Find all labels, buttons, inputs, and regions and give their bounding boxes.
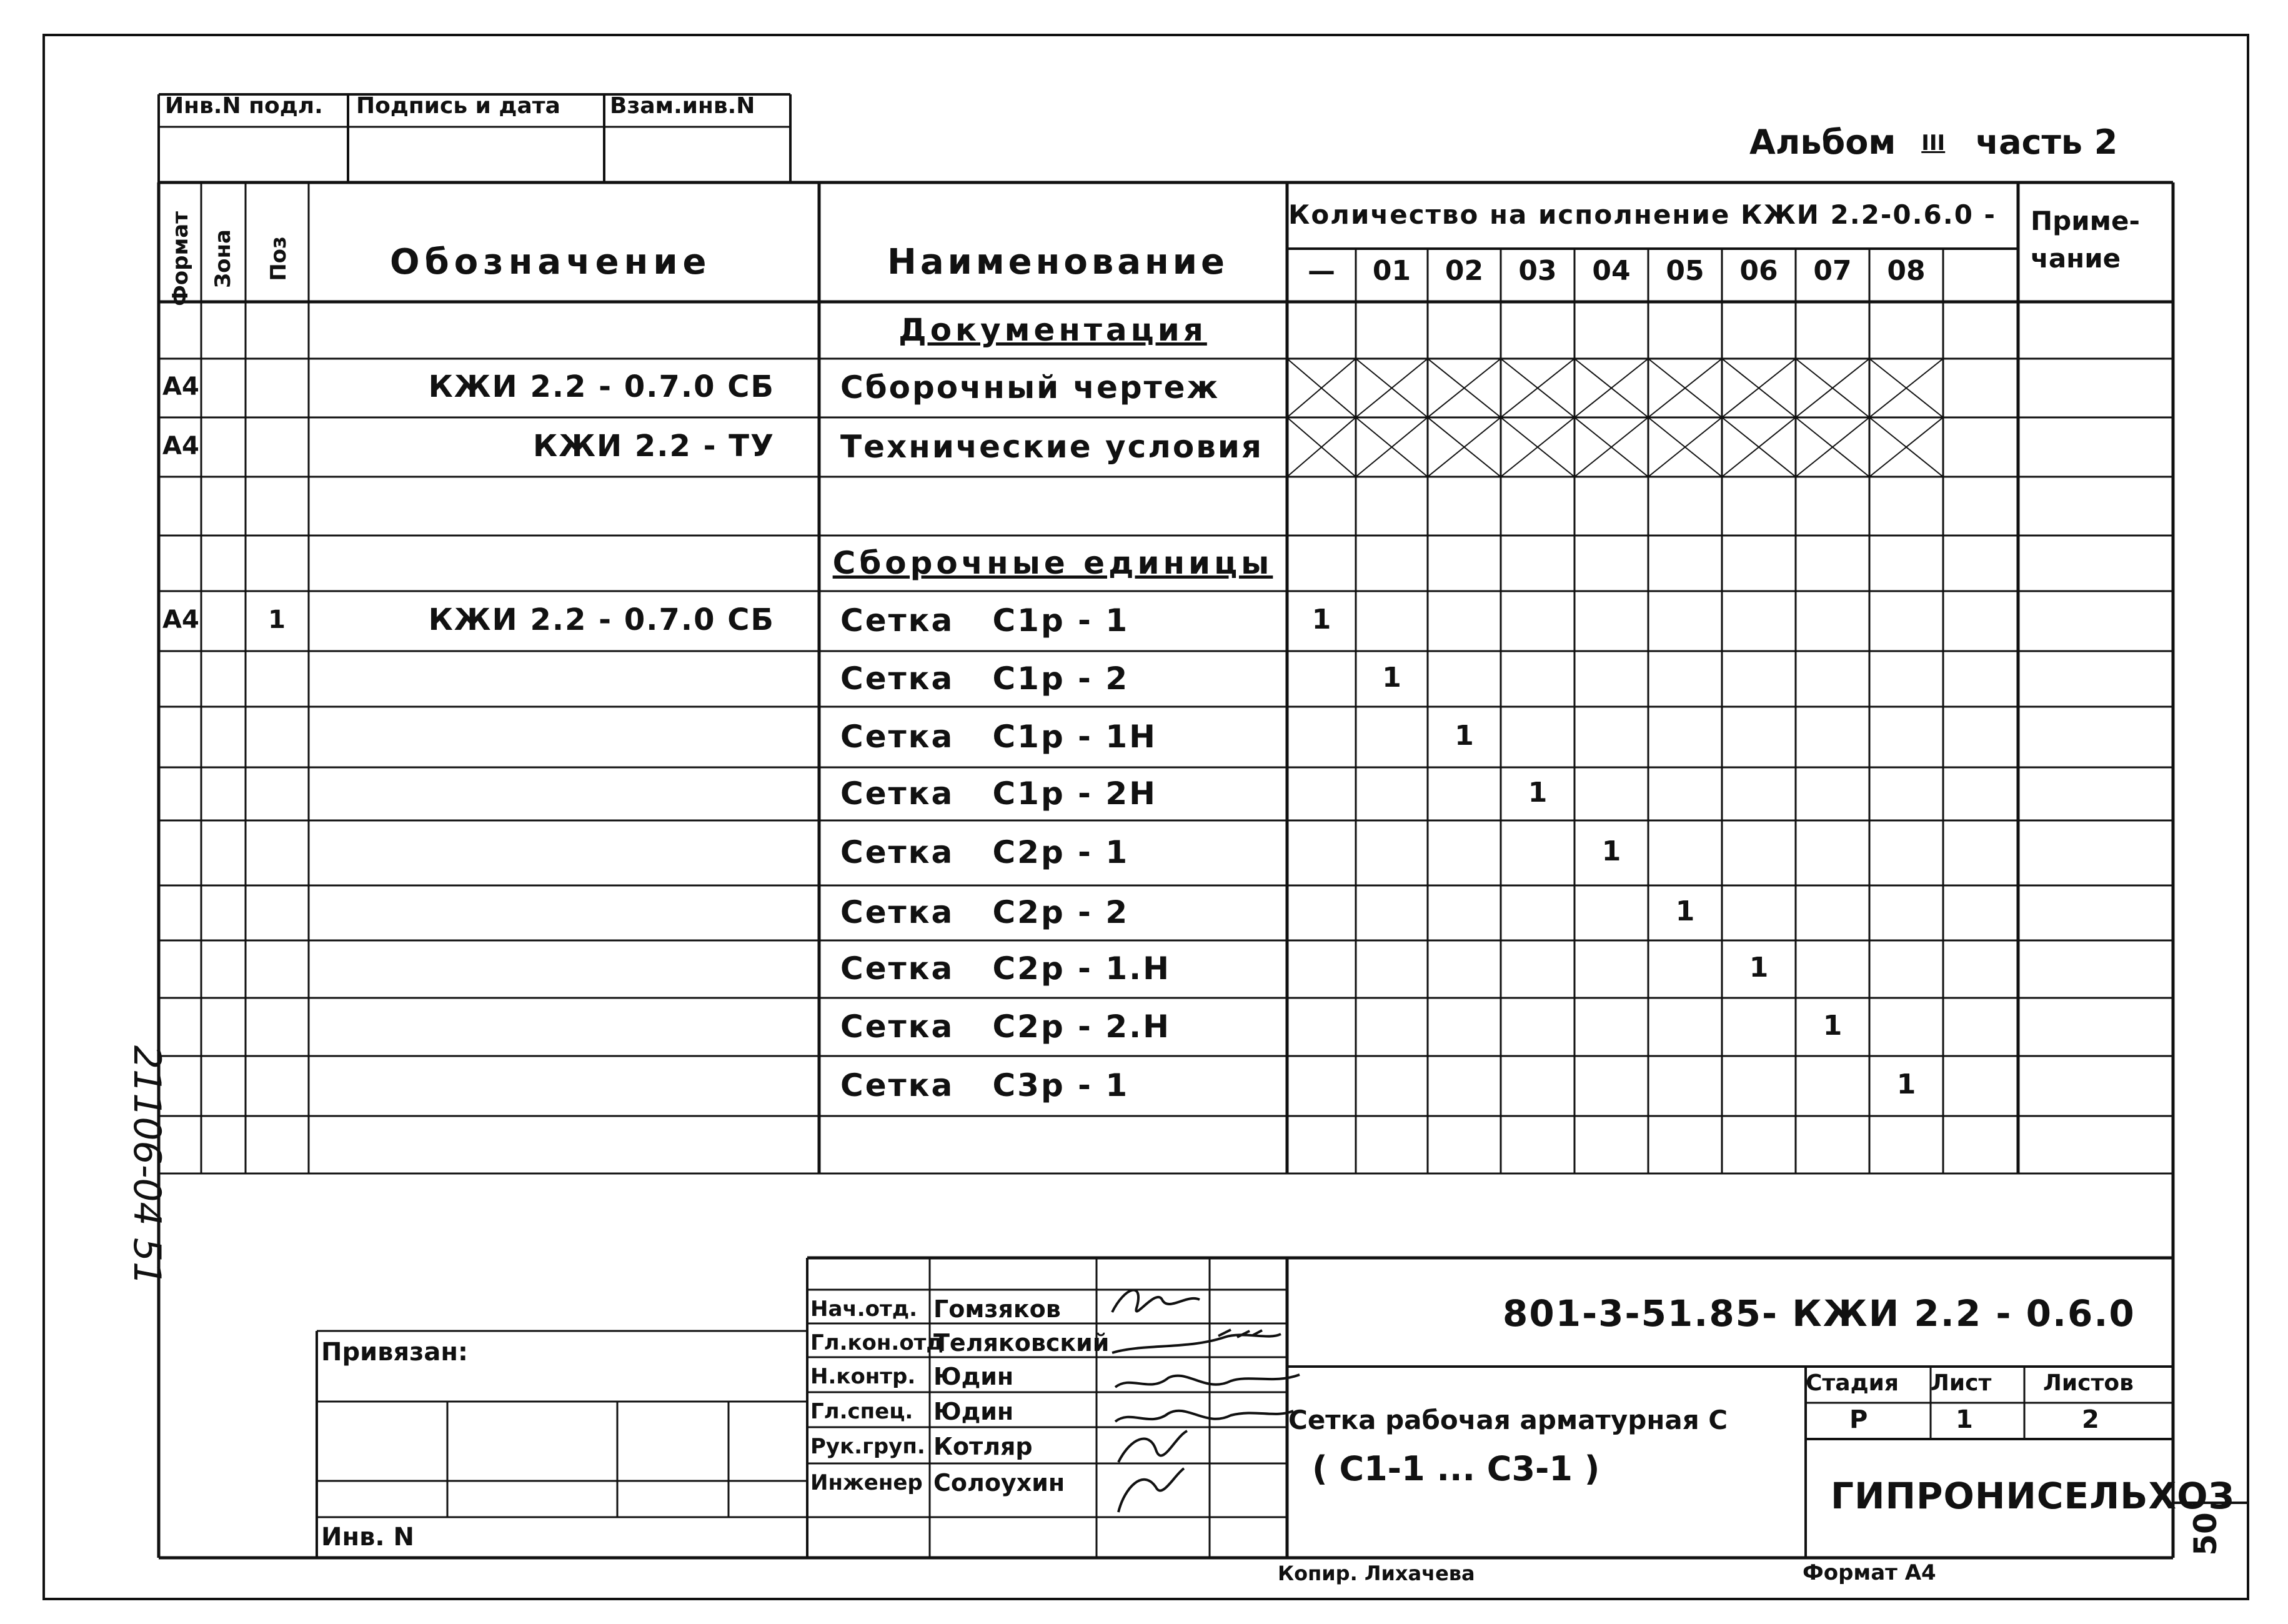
row-designation: КЖИ 2.2 - 0.7.0 СБ [428,602,775,637]
signer-role: Нач.отд. [810,1297,918,1322]
row-designation: КЖИ 2.2 - ТУ [533,428,775,464]
album-word: Альбом [1749,122,1896,162]
corner-stamp-replaced-header: Взам.инв.N [610,93,755,119]
row-name: Технические условия [840,428,1263,465]
row-quantity: 1 [1382,661,1401,694]
row-quantity: 1 [1675,895,1695,927]
page-number: 50 [2187,1512,2224,1556]
signer-name: Юдин [933,1398,1014,1425]
signer-name: Солоухин [933,1469,1065,1497]
signer-name: Гомзяков [933,1295,1061,1323]
variant-header: 08 [1887,255,1926,287]
variant-header: — [1308,255,1335,287]
signer-name: Теляковский [933,1329,1110,1357]
header-pos: Поз [266,236,291,281]
signer-role: Инженер [810,1470,923,1495]
corner-stamp-signature-header: Подпись и дата [356,93,560,119]
album-number: III [1921,131,1946,156]
row-name: Сетка С2р - 2 [840,894,1130,930]
row-name: Сетка С2р - 1 [840,834,1130,870]
variant-header: 04 [1592,255,1631,287]
header-note-line1: Приме- [2031,206,2140,236]
variant-header: 05 [1666,255,1704,287]
row-name: Сетка С1р - 1Н [840,718,1157,755]
stage-value: Р [1849,1405,1868,1434]
side-stamp: 21106-04 51 [125,1045,169,1286]
signer-role: Н.контр. [810,1364,916,1389]
variant-header: 01 [1372,255,1411,287]
sheets-value: 2 [2082,1405,2099,1434]
signer-role: Рук.груп. [810,1434,925,1459]
row-format: А4 [162,605,199,634]
row-name: Сборочный чертеж [840,369,1220,406]
row-name: Сетка С2р - 2.Н [840,1008,1171,1045]
variant-header: 07 [1813,255,1852,287]
row-name: Сетка С3р - 1 [840,1067,1130,1103]
signer-role: Гл.кон.отд [810,1330,943,1355]
row-quantity: 1 [1823,1009,1843,1042]
row-quantity: 1 [1528,776,1548,809]
row-designation: КЖИ 2.2 - 0.7.0 СБ [428,369,775,404]
header-note-line2: чание [2031,243,2121,274]
album-part: часть 2 [1976,122,2118,162]
paper-format: Формат А4 [1803,1560,1936,1585]
stage-label: Стадия [1806,1370,1899,1396]
signer-name: Котляр [933,1433,1033,1460]
sheets-label: Листов [2043,1370,2134,1396]
organization: ГИПРОНИСЕЛЬХОЗ [1831,1475,2235,1517]
header-quantity: Количество на исполнение КЖИ 2.2-0.6.0 - [1288,199,1996,230]
signer-role: Гл.спец. [810,1399,913,1424]
row-name: Сетка С1р - 2 [840,660,1130,697]
row-format: А4 [162,431,199,461]
document-title-line2: ( С1-1 ... С3-1 ) [1312,1449,1600,1488]
header-format: Формат [168,211,193,306]
header-name: Наименование [887,242,1228,282]
row-quantity: 1 [1455,719,1474,752]
section-heading: Сборочные единицы [832,544,1273,581]
row-quantity: 1 [1749,952,1769,984]
row-format: А4 [162,372,199,401]
copied-by: Копир. Лихачева [1278,1562,1475,1585]
sheet-label: Лист [1931,1370,1992,1396]
inv-label: Инв. N [321,1523,415,1552]
document-code: 801-3-51.85- КЖИ 2.2 - 0.6.0 [1503,1292,2136,1335]
section-heading: Документация [898,311,1207,348]
sheet-value: 1 [1956,1405,1973,1434]
variant-header: 06 [1739,255,1778,287]
row-quantity: 1 [1311,604,1331,635]
row-pos: 1 [268,605,286,634]
bound-label: Привязан: [321,1338,468,1367]
row-name: Сетка С1р - 2Н [840,775,1157,812]
header-designation: Обозначение [390,242,712,282]
signer-name: Юдин [933,1363,1014,1390]
document-title-line1: Сетка рабочая арматурная С [1288,1405,1728,1435]
row-name: Сетка С2р - 1.Н [840,950,1171,987]
row-name: Сетка С1р - 1 [840,602,1130,639]
row-quantity: 1 [1896,1069,1916,1100]
corner-stamp-inv-header: Инв.N подл. [165,93,323,119]
variant-header: 02 [1445,255,1484,287]
row-quantity: 1 [1601,835,1621,867]
header-zone: Зона [211,229,236,288]
variant-header: 03 [1518,255,1557,287]
